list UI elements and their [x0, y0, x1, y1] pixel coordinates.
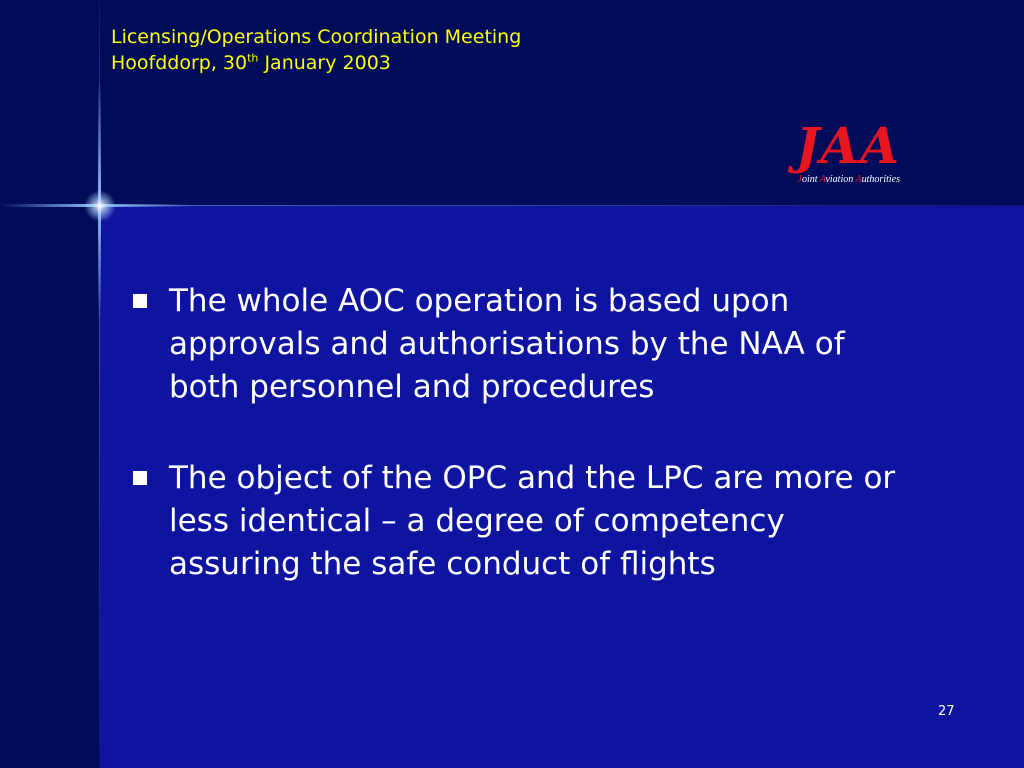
meeting-title	[111, 24, 521, 76]
meeting-title-line1: Licensing/Operations Coordination Meeting	[111, 26, 522, 48]
logo-caption-word: uthorities	[861, 174, 900, 185]
jaa-logo	[752, 116, 904, 192]
left-band	[0, 206, 100, 768]
sparkle-icon	[84, 190, 116, 222]
logo-caption-word: viation	[825, 174, 856, 185]
logo-caption-initial: J	[797, 174, 802, 185]
bullet-list	[133, 280, 913, 634]
bullet-text: The whole AOC operation is based upon approvals and authorisations by the NAA of both personnel and procedures	[169, 283, 845, 405]
bullet-item	[133, 280, 913, 409]
horizontal-divider	[100, 205, 1024, 206]
meeting-date-ordinal: th	[247, 51, 259, 65]
jaa-logo-caption	[798, 174, 900, 185]
square-bullet-icon	[133, 471, 147, 485]
logo-caption-initial: A	[855, 174, 862, 185]
logo-caption-word: oint	[802, 174, 820, 185]
bullet-text: The object of the OPC and the LPC are more or less identical – a degree of competency assuring the safe conduct of flights	[169, 460, 896, 582]
slide-number: 27	[938, 704, 955, 719]
square-bullet-icon	[133, 294, 147, 308]
logo-caption-initial: A	[819, 174, 826, 185]
bullet-item	[133, 457, 913, 586]
meeting-date-suffix: January 2003	[258, 52, 391, 74]
meeting-date-prefix: Hoofddorp, 30	[111, 52, 248, 74]
jaa-logo-letters: JAA	[795, 116, 900, 175]
